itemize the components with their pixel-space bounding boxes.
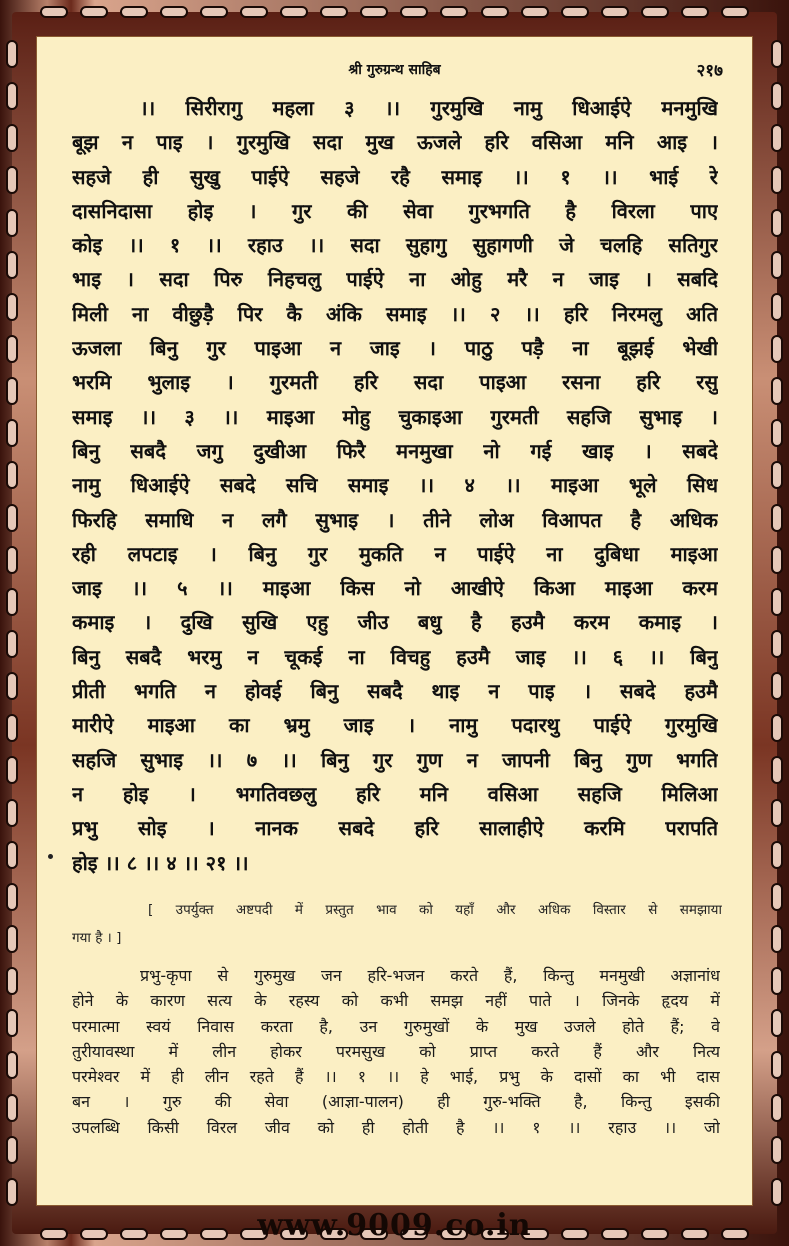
gurbani-line: होइ ।। ८ ।। ४ ।। २१ ।। [72,850,249,875]
note-line: गया है । ] [72,930,122,946]
gurbani-line: नामु धिआईऐ सबदे सचि समाइ ।। ४ ।। माइआ भूले सिध [72,473,718,498]
left-ornament [2,40,22,1206]
gurbani-line: समाइ ।। ३ ।। माइआ मोहु चुकाइआ गुरमती सहजि सुभाइ । [72,404,718,429]
gurbani-line: सहजे ही सुखु पाईऐ सहजे रहै समाइ ।। १ ।। भाई रे [72,164,718,189]
gurbani-line: सहजि सुभाइ ।। ७ ।। बिनु गुर गुण न जापनी बिनु गुण भगति [72,747,718,772]
top-ornament [40,2,749,22]
translation-line: होने के कारण सत्य के रहस्य को कभी समझ नहीं पाते । जिनके हृदय में [72,991,720,1011]
translation-line: तुरीयावस्था में लीन होकर परमसुख को प्राप्त करते हैं और नित्य [72,1041,720,1061]
gurbani-line: न होइ । भगतिवछलु हरि मनि वसिआ सहजि मिलिआ [72,781,718,806]
gurbani-line: ऊजला बिनु गुर पाइआ न जाइ । पाठु पड़ै ना बूझई भेखी [72,336,718,361]
hindi-translation [72,963,720,1140]
page-header-title: श्री गुरुग्रन्थ साहिब [348,62,441,78]
editorial-note [72,896,722,952]
gurbani-line: दासनिदासा होइ । गुर की सेवा गुरभगति है विरला पाए [72,198,718,223]
gurbani-line: जाइ ।। ५ ।। माइआ किस नो आखीऐ किआ माइआ करम [72,576,718,601]
gurbani-line: बूझ न पाइ । गुरमुखि सदा मुख ऊजले हरि वसिआ मनि आइ । [72,130,718,155]
gurbani-line: मारीऐ माइआ का भ्रमु जाइ । नामु पदारथु पाईऐ गुरमुखि [72,713,718,738]
translation-line: प्रभु-कृपा से गुरुमुख जन हरि-भजन करते हैं, किन्तु मनमुखी अज्ञानांध [140,966,720,985]
gurbani-line: कमाइ । दुखि सुखि एहु जीउ बधु है हउमै करम कमाइ । [72,610,718,635]
gurbani-line: ।। सिरीरागु महला ३ ।। गुरमुखि नामु धिआईऐ मनमुखि [140,96,718,120]
gurbani-line: मिली ना वीछुड़ै पिर कै अंकि समाइ ।। २ ।। हरि निरमलु अति [72,301,718,326]
website-url[interactable]: www.9009.co.in [257,1208,532,1243]
gurbani-line: प्रीती भगति न होवई बिनु सबदै थाइ न पाइ । सबदे हउमै [72,679,718,704]
gurbani-line: रही लपटाइ । बिनु गुर मुकति न पाईऐ ना दुबिधा माइआ [72,541,718,566]
translation-line: परमात्मा स्वयं निवास करता है, उन गुरुमुखों के मुख उजले होते हैं; वे [72,1016,720,1036]
gurbani-line: कोइ ।। १ ।। रहाउ ।। सदा सुहागु सुहागणी जे चलहि सतिगुर [72,233,718,258]
footer [0,1208,789,1242]
note-line: [ उपर्युक्त अष्टपदी में प्रस्तुत भाव को यहाँ और अधिक विस्तार से समझाया [148,902,722,918]
gurbani-line: बिनु सबदै जगु दुखीआ फिरै मनमुखा नो गई खाइ । सबदे [72,438,718,463]
scripture-page [36,36,753,1206]
right-ornament [767,40,787,1206]
gurbani-line: भरमि भुलाइ । गुरमती हरि सदा पाइआ रसना हरि रसु [72,370,718,395]
margin-dot [48,854,53,859]
gurbani-line: प्रभु सोइ । नानक सबदे हरि सालाहीऐ करमि परापति [72,816,718,841]
gurbani-line: भाइ । सदा पिरु निहचलु पाईऐ ना ओहु मरै न जाइ । सबदि [72,267,718,292]
translation-line: बन । गुरु की सेवा (आज्ञा-पालन) ही गुरु-भक्ति है, किन्तु इसकी [72,1092,720,1112]
gurbani-text [72,91,718,880]
translation-line: उपलब्धि किसी विरल जीव को ही होती है ।। १ ।। रहाउ ।। जो [72,1117,720,1137]
translation-line: परमेश्वर में ही लीन रहते हैं ।। १ ।। हे भाई, प्रभु के दासों का भी दास [72,1067,720,1087]
page-number: २१७ [696,61,723,81]
gurbani-line: बिनु सबदै भरमु न चूकई ना विचहु हउमै जाइ ।। ६ ।। बिनु [72,644,718,669]
gurbani-line: फिरहि समाधि न लगै सुभाइ । तीने लोअ विआपत है अधिक [72,507,718,532]
page-header [36,60,753,84]
